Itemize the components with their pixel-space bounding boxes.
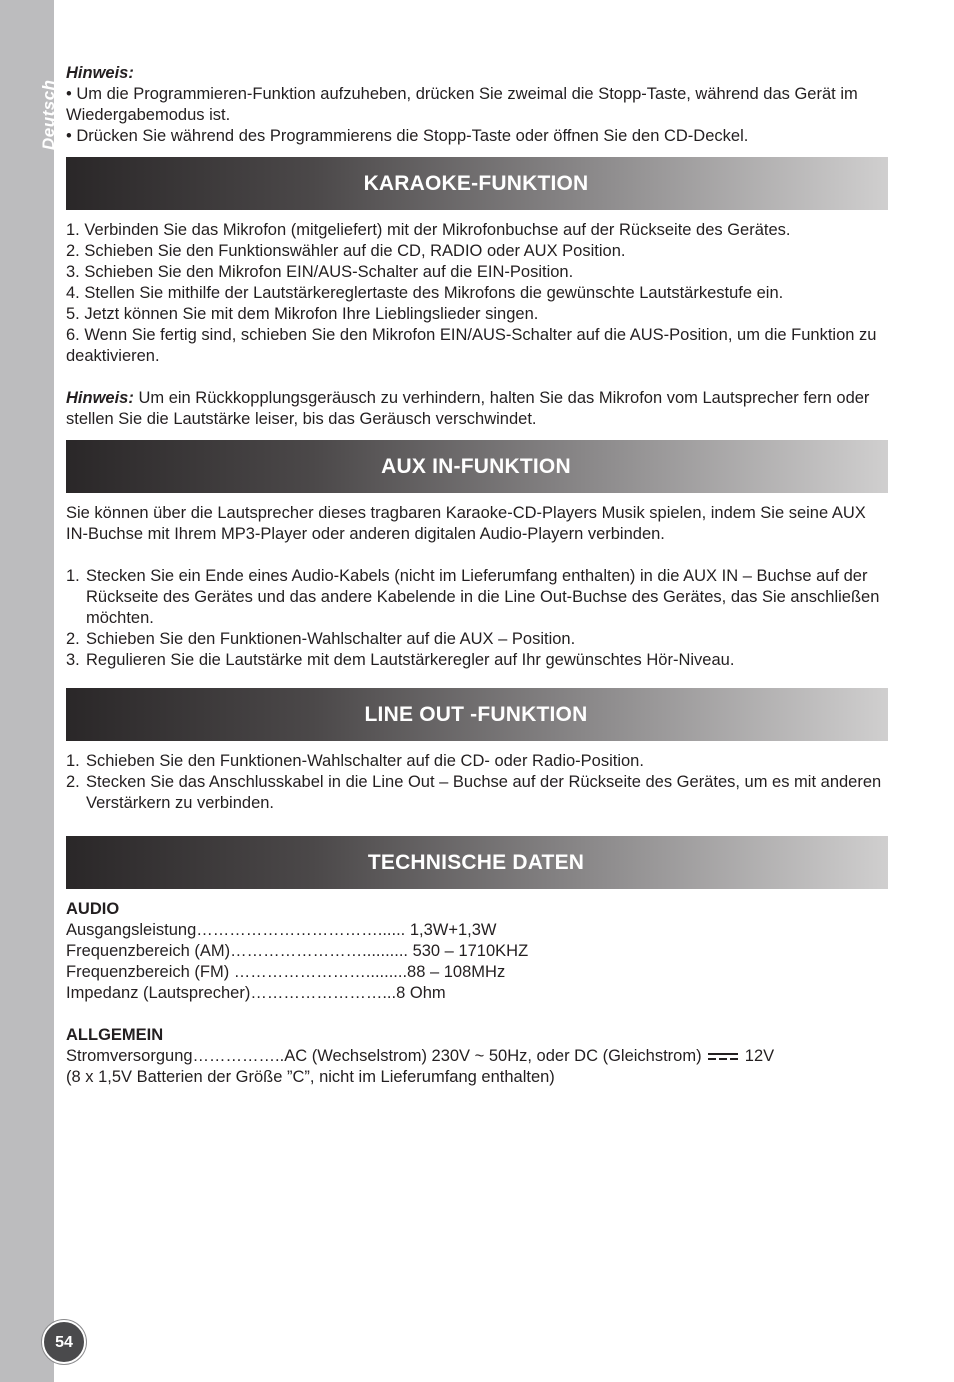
step — [66, 629, 888, 650]
specs-heading-banner — [66, 836, 888, 889]
note-text: Um ein Rückkopplungsgeräusch zu verhindern, halten Sie das Mikrofon vom Lautsprecher fern oder stellen Sie die Lautstärke leiser, bis das Geräusch verschwindet. — [66, 389, 870, 428]
audio-title: AUDIO — [66, 900, 120, 918]
karaoke-section — [66, 220, 888, 430]
battery-line: (8 x 1,5V Batterien der Größe ”C”, nicht im Lieferumfang enthalten) — [66, 1068, 555, 1086]
step-number: 2. — [66, 630, 80, 648]
section-title: KARAOKE-FUNKTION — [363, 172, 589, 195]
step: 4. Stellen Sie mithilfe der Lautstärkereglertaste des Mikrofons die gewünschte Lautstärkestufe ein. — [66, 284, 784, 302]
step — [66, 650, 888, 671]
page-content — [66, 63, 888, 1088]
step: 5. Jetzt können Sie mit dem Mikrofon Ihre Lieblingslieder singen. — [66, 305, 539, 323]
power-suffix: 12V — [740, 1047, 775, 1065]
step: 2. Schieben Sie den Funktionswähler auf die CD, RADIO oder AUX Position. — [66, 242, 626, 260]
step-text: Regulieren Sie die Lautstärke mit dem Lautstärkeregler auf Ihr gewünschtes Hör-Niveau. — [86, 651, 735, 669]
step-number: 3. — [66, 651, 80, 669]
karaoke-heading-banner — [66, 157, 888, 210]
step-text: Stecken Sie das Anschlusskabel in die Line Out – Buchse auf der Rückseite des Gerätes, um es mit anderen Verstärkern zu verbinden. — [86, 773, 882, 812]
section-title: LINE OUT -FUNKTION — [364, 703, 588, 726]
step — [66, 751, 888, 772]
section-title: TECHNISCHE DATEN — [367, 851, 585, 874]
language-label: Deutsch — [39, 79, 58, 150]
karaoke-note — [66, 388, 888, 430]
step-text: Schieben Sie den Funktionen-Wahlschalter auf die CD- oder Radio-Position. — [86, 752, 644, 770]
power-line — [66, 1046, 888, 1067]
lineout-heading-banner — [66, 688, 888, 741]
step: 1. Verbinden Sie das Mikrofon (mitgeliefert) mit der Mikrofonbuchse auf der Rückseite des Gerätes. — [66, 221, 791, 239]
spec-line: Impedanz (Lautsprecher)……………………...8 Ohm — [66, 984, 446, 1002]
step-text: Stecken Sie ein Ende eines Audio-Kabels (nicht im Lieferumfang enthalten) in die AUX IN – Buchse auf der Rückseite des Gerätes und das andere Kabelende in die Line Out-Buchse des Gerätes, das Sie anschließen möchten. — [86, 567, 880, 627]
spec-line: Ausgangsleistung……………………………...... 1,3W+1,3W — [66, 921, 497, 939]
spec-line: Frequenzbereich (FM) …………………….........88 – 108MHz — [66, 963, 506, 981]
step-number: 1. — [66, 752, 80, 770]
specs-section — [66, 899, 888, 1088]
step-text: Schieben Sie den Funktionen-Wahlschalter auf die AUX – Position. — [86, 630, 576, 648]
page-number: 54 — [42, 1320, 86, 1364]
general-title: ALLGEMEIN — [66, 1026, 164, 1044]
step-number: 1. — [66, 567, 80, 585]
step: 3. Schieben Sie den Mikrofon EIN/AUS-Schalter auf die EIN-Position. — [66, 263, 574, 281]
side-strip — [0, 0, 58, 1382]
aux-intro: Sie können über die Lautsprecher dieses tragbaren Karaoke-CD-Players Musik spielen, indem Sie seine AUX IN-Buchse mit Ihrem MP3-Player oder anderen digitalen Audio-Playern verbinden. — [66, 504, 866, 543]
note-title: Hinweis: — [66, 64, 134, 82]
aux-section — [66, 503, 888, 671]
step-number: 2. — [66, 773, 80, 791]
dc-symbol-icon — [708, 1052, 738, 1062]
step — [66, 566, 888, 629]
section-title: AUX IN-FUNKTION — [381, 455, 571, 478]
note-title: Hinweis: — [66, 389, 134, 407]
intro-note — [66, 63, 888, 147]
aux-heading-banner — [66, 440, 888, 493]
power-prefix: Stromversorgung……………..AC (Wechselstrom) 230V ~ 50Hz, oder DC (Gleichstrom) — [66, 1047, 702, 1065]
step — [66, 772, 888, 814]
note-line: • Drücken Sie während des Programmierens die Stopp-Taste oder öffnen Sie den CD-Deckel. — [66, 127, 749, 145]
lineout-section — [66, 751, 888, 814]
spec-line: Frequenzbereich (AM)…………………….......... 530 – 1710KHZ — [66, 942, 529, 960]
step: 6. Wenn Sie fertig sind, schieben Sie den Mikrofon EIN/AUS-Schalter auf die AUS-Position, um die Funktion zu deaktivieren. — [66, 326, 877, 365]
note-line: • Um die Programmieren-Funktion aufzuheben, drücken Sie zweimal die Stopp-Taste, während das Gerät im Wiedergabemodus ist. — [66, 85, 858, 124]
